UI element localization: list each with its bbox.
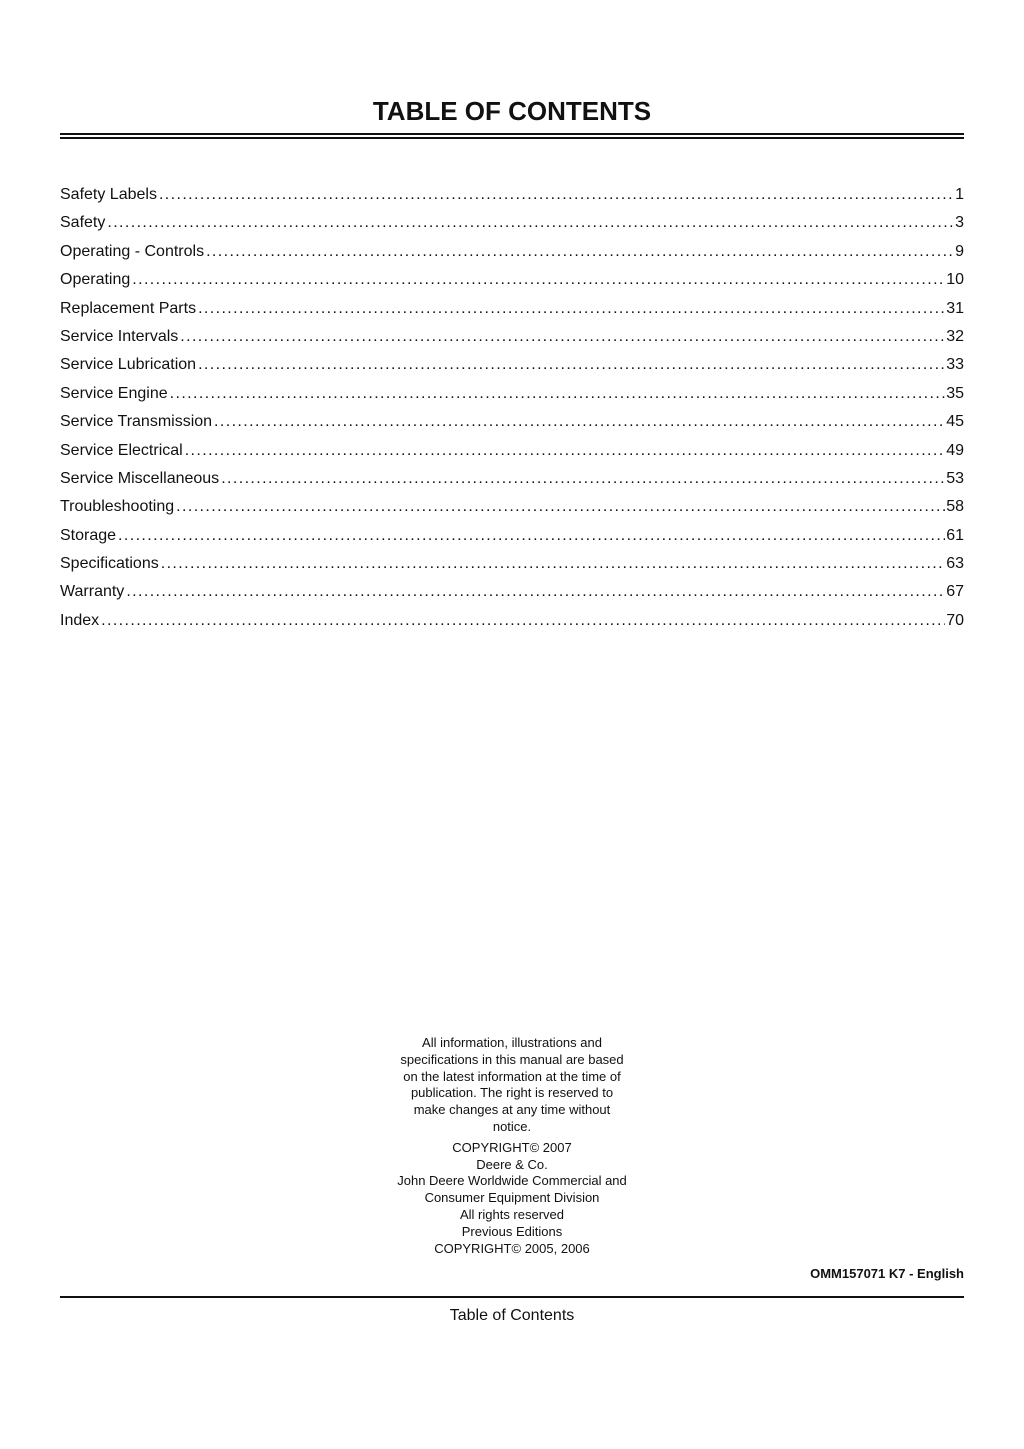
- toc-entry-label: Service Engine: [60, 383, 169, 405]
- toc-entry-label: Safety Labels: [60, 184, 158, 206]
- toc-entry-index[interactable]: [60, 610, 964, 638]
- toc-entry-label: Operating: [60, 269, 131, 291]
- toc-dot-leader: [180, 326, 945, 348]
- notice-line: notice.: [492, 1118, 532, 1134]
- toc-dot-leader: [176, 496, 945, 518]
- copyright-line: John Deere Worldwide Commercial and: [397, 1173, 627, 1189]
- notice-line: on the latest information at the time of: [403, 1068, 621, 1084]
- toc-entry-page: 35: [946, 384, 964, 402]
- page-title: TABLE OF CONTENTS: [372, 96, 652, 126]
- toc-dot-leader: [161, 553, 945, 575]
- toc-dot-leader: [198, 298, 945, 320]
- toc-entry-label: Service Electrical: [60, 440, 184, 462]
- toc-entry-operating-controls[interactable]: [60, 241, 964, 269]
- toc-entry-page: 9: [955, 242, 964, 260]
- toc-dot-leader: [206, 241, 954, 263]
- toc-entry-troubleshooting[interactable]: [60, 496, 964, 524]
- toc-dot-leader: [132, 269, 945, 291]
- toc-dot-leader: [198, 354, 945, 376]
- copyright-line: Consumer Equipment Division: [424, 1190, 600, 1206]
- toc-entry-replacement-parts[interactable]: [60, 298, 964, 326]
- toc-entry-page: 70: [946, 611, 964, 629]
- copyright-line: Previous Editions: [461, 1223, 563, 1239]
- toc-entry-label: Service Miscellaneous: [60, 468, 220, 490]
- toc-dot-leader: [107, 212, 954, 234]
- toc-entry-page: 49: [946, 441, 964, 459]
- toc-entry-service-engine[interactable]: [60, 383, 964, 411]
- toc-entry-label: Service Intervals: [60, 326, 179, 348]
- toc-entry-page: 32: [946, 327, 964, 345]
- toc-entry-service-transmission[interactable]: [60, 411, 964, 439]
- footer-rule: [60, 1296, 964, 1298]
- toc-dot-leader: [101, 610, 945, 632]
- toc-entry-label: Safety: [60, 212, 106, 234]
- toc-dot-leader: [118, 525, 945, 547]
- toc-dot-leader: [170, 383, 946, 405]
- toc-dot-leader: [221, 468, 945, 490]
- toc-entry-page: 33: [946, 356, 964, 374]
- toc-entry-page: 10: [946, 271, 964, 289]
- toc-entry-label: Troubleshooting: [60, 496, 175, 518]
- toc-entry-page: 31: [946, 299, 964, 317]
- toc-entry-page: 53: [946, 469, 964, 487]
- toc-entry-page: 3: [955, 214, 964, 232]
- toc-entry-service-electrical[interactable]: [60, 440, 964, 468]
- copyright-notice-block: [362, 1035, 662, 1257]
- document-code: OMM157071 K7 - English: [810, 1266, 964, 1281]
- toc-dot-leader: [185, 440, 946, 462]
- toc-entry-label: Storage: [60, 525, 117, 547]
- toc-entry-page: 58: [946, 498, 964, 516]
- toc-entry-label: Index: [60, 610, 100, 632]
- copyright-line: Deere & Co.: [476, 1156, 548, 1172]
- toc-entry-label: Service Transmission: [60, 411, 213, 433]
- toc-entry-storage[interactable]: [60, 525, 964, 553]
- toc-entry-service-miscellaneous[interactable]: [60, 468, 964, 496]
- copyright-line: All rights reserved: [459, 1206, 565, 1222]
- notice-line: specifications in this manual are based: [400, 1051, 624, 1067]
- toc-entry-page: 61: [946, 526, 964, 544]
- toc-entry-operating[interactable]: [60, 269, 964, 297]
- toc-entry-page: 67: [946, 583, 964, 601]
- title-double-rule: [60, 133, 964, 139]
- toc-entry-specifications[interactable]: [60, 553, 964, 581]
- toc-dot-leader: [214, 411, 945, 433]
- notice-line: All information, illustrations and: [422, 1035, 602, 1050]
- toc-entry-label: Service Lubrication: [60, 354, 197, 376]
- toc-entry-safety[interactable]: [60, 212, 964, 240]
- toc-entry-warranty[interactable]: [60, 581, 964, 609]
- toc-entry-label: Warranty: [60, 581, 125, 603]
- copyright-line: COPYRIGHT© 2005, 2006: [434, 1240, 590, 1256]
- copyright-line: COPYRIGHT© 2007: [452, 1139, 572, 1155]
- toc-dot-leader: [159, 184, 954, 206]
- toc-dot-leader: [126, 581, 945, 603]
- footer-section-label: Table of Contents: [449, 1307, 575, 1324]
- toc-entry-label: Replacement Parts: [60, 298, 197, 320]
- toc-entry-label: Operating - Controls: [60, 241, 205, 263]
- notice-line: publication. The right is reserved to: [410, 1085, 614, 1101]
- toc-entry-label: Specifications: [60, 553, 160, 575]
- toc-entry-page: 1: [955, 186, 964, 203]
- toc-entry-service-lubrication[interactable]: [60, 354, 964, 382]
- notice-line: make changes at any time without: [413, 1102, 611, 1118]
- toc-entry-page: 63: [946, 555, 964, 573]
- toc-entry-service-intervals[interactable]: [60, 326, 964, 354]
- toc-entry-page: 45: [946, 413, 964, 431]
- table-of-contents: [60, 184, 964, 638]
- toc-entry-safety-labels[interactable]: [60, 184, 964, 212]
